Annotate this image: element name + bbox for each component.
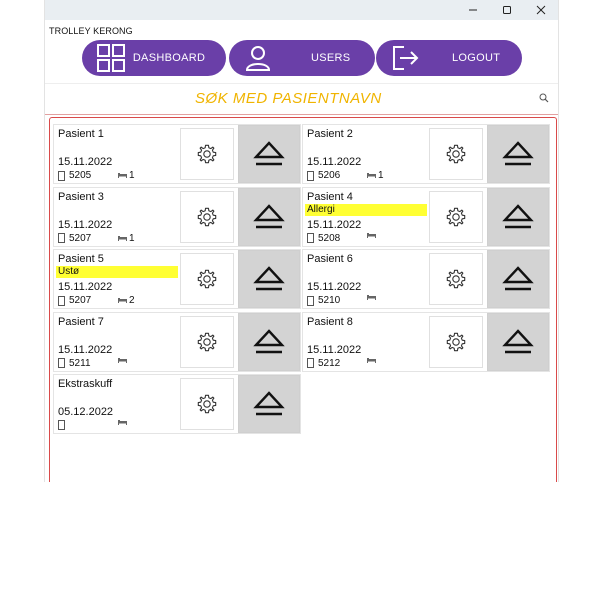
settings-button[interactable]	[180, 378, 234, 430]
dashboard-grid-icon	[96, 43, 126, 73]
eject-drawer-button[interactable]	[487, 125, 549, 183]
eject-drawer-button[interactable]	[487, 188, 549, 246]
gear-icon	[196, 331, 218, 353]
patient-card[interactable]	[302, 124, 550, 184]
patient-date: 15.11.2022	[307, 343, 362, 356]
patient-date: 15.11.2022	[58, 281, 113, 293]
patient-name: Pasient 7	[58, 315, 104, 328]
patient-card[interactable]	[53, 312, 301, 372]
patient-room	[58, 170, 91, 181]
dashboard-label: DASHBOARD	[132, 52, 206, 64]
gear-icon	[196, 143, 218, 165]
logout-label: LOGOUT	[452, 52, 501, 64]
gear-icon	[445, 143, 467, 165]
settings-button[interactable]	[180, 191, 234, 243]
settings-button[interactable]	[429, 191, 483, 243]
users-label: USERS	[311, 52, 351, 64]
patient-room	[58, 358, 91, 369]
door-icon	[307, 358, 314, 368]
patient-room	[58, 420, 69, 430]
logout-icon	[390, 43, 420, 73]
gear-icon	[445, 268, 467, 290]
patient-date: 15.11.2022	[58, 343, 113, 356]
close-button[interactable]	[524, 0, 558, 20]
gear-icon	[445, 331, 467, 353]
door-icon	[307, 233, 314, 243]
patient-beds	[367, 358, 378, 363]
door-icon	[58, 358, 65, 368]
app-window	[44, 0, 559, 482]
bed-count: 1	[378, 170, 384, 181]
room-number: 5212	[318, 357, 341, 369]
patient-room	[307, 233, 340, 244]
patient-beds	[118, 233, 135, 244]
eject-drawer-button[interactable]	[238, 125, 300, 183]
bed-icon	[118, 236, 127, 241]
eject-icon	[501, 264, 535, 294]
bed-icon	[367, 358, 376, 363]
search-icon[interactable]	[539, 93, 549, 103]
patient-card[interactable]	[302, 187, 550, 247]
bed-icon	[367, 233, 376, 238]
search-label: SØK MED PASIENTNAVN	[195, 90, 382, 107]
door-icon	[58, 171, 65, 181]
patient-room	[307, 170, 340, 181]
room-number: 5208	[318, 232, 341, 244]
eject-icon	[501, 327, 535, 357]
patient-card[interactable]	[302, 312, 550, 372]
patient-beds	[118, 358, 129, 363]
room-number: 5211	[69, 357, 91, 369]
patient-date: 15.11.2022	[58, 156, 113, 168]
patient-beds	[118, 420, 129, 425]
door-icon	[307, 171, 314, 181]
patient-date: 15.11.2022	[307, 156, 362, 168]
search-bar[interactable]	[45, 83, 558, 115]
patient-beds	[367, 170, 384, 181]
bed-icon	[118, 173, 127, 178]
settings-button[interactable]	[180, 316, 234, 368]
eject-drawer-button[interactable]	[238, 375, 300, 433]
eject-icon	[252, 389, 286, 419]
settings-button[interactable]	[429, 316, 483, 368]
door-icon	[58, 420, 65, 430]
eject-icon	[252, 264, 286, 294]
bed-icon	[118, 358, 127, 363]
logout-button[interactable]	[376, 40, 522, 76]
patient-note: Ustø	[56, 266, 178, 278]
patient-card[interactable]	[53, 249, 301, 309]
patient-room	[307, 358, 340, 369]
bed-count: 1	[129, 232, 135, 244]
door-icon	[58, 233, 65, 243]
eject-drawer-button[interactable]	[487, 313, 549, 371]
maximize-icon	[502, 5, 512, 15]
bed-count: 1	[129, 170, 135, 181]
patient-room	[58, 233, 91, 244]
patient-name: Pasient 1	[58, 128, 104, 140]
eject-drawer-button[interactable]	[238, 250, 300, 308]
users-button[interactable]	[229, 40, 375, 76]
close-icon	[536, 5, 546, 15]
title-bar	[45, 0, 558, 20]
eject-icon	[501, 202, 535, 232]
dashboard-button[interactable]	[82, 40, 226, 76]
eject-icon	[252, 202, 286, 232]
gear-icon	[196, 393, 218, 415]
patient-room	[58, 295, 91, 306]
bed-icon	[118, 298, 127, 303]
patient-card[interactable]	[302, 249, 550, 309]
patient-date: 15.11.2022	[307, 218, 362, 231]
eject-icon	[501, 139, 535, 169]
patient-name: Pasient 6	[307, 253, 353, 265]
door-icon	[307, 296, 314, 306]
patient-date: 05.12.2022	[58, 406, 114, 418]
patient-name: Pasient 8	[307, 315, 353, 328]
door-icon	[58, 296, 65, 306]
patient-card[interactable]	[53, 187, 301, 247]
settings-button[interactable]	[180, 253, 234, 305]
patient-card[interactable]	[53, 374, 301, 434]
bed-icon	[367, 173, 376, 178]
user-icon	[243, 43, 273, 73]
bed-icon	[118, 420, 127, 425]
patient-note: Allergi	[305, 204, 427, 216]
patient-beds	[118, 295, 135, 306]
minimize-button[interactable]	[456, 0, 490, 20]
eject-drawer-button[interactable]	[238, 313, 300, 371]
patient-date: 15.11.2022	[58, 218, 113, 231]
patient-beds	[367, 295, 378, 300]
room-number: 5205	[69, 170, 92, 181]
room-number: 5206	[318, 170, 341, 181]
app-title: TROLLEY KERONG	[49, 26, 133, 36]
patient-beds	[118, 170, 135, 181]
patient-beds	[367, 233, 378, 238]
settings-button[interactable]	[429, 128, 483, 180]
patient-name: Pasient 3	[58, 190, 104, 203]
patient-name: Pasient 2	[307, 128, 353, 140]
bed-icon	[367, 295, 376, 300]
settings-button[interactable]	[429, 253, 483, 305]
gear-icon	[445, 206, 467, 228]
room-number: 5210	[318, 295, 341, 306]
patient-date: 15.11.2022	[307, 281, 362, 293]
eject-drawer-button[interactable]	[238, 188, 300, 246]
patient-name: Pasient 5	[58, 253, 104, 265]
patient-panel	[49, 117, 557, 482]
minimize-icon	[468, 5, 478, 15]
maximize-button[interactable]	[490, 0, 524, 20]
gear-icon	[196, 206, 218, 228]
settings-button[interactable]	[180, 128, 234, 180]
patient-card[interactable]	[53, 124, 301, 184]
room-number: 5207	[69, 232, 92, 244]
gear-icon	[196, 268, 218, 290]
eject-drawer-button[interactable]	[487, 250, 549, 308]
room-number: 5207	[69, 295, 92, 306]
patient-name: Ekstraskuff	[58, 378, 113, 390]
patient-room	[307, 295, 340, 306]
bed-count: 2	[129, 295, 135, 306]
eject-icon	[252, 139, 286, 169]
eject-icon	[252, 327, 286, 357]
patient-name: Pasient 4	[307, 190, 353, 203]
